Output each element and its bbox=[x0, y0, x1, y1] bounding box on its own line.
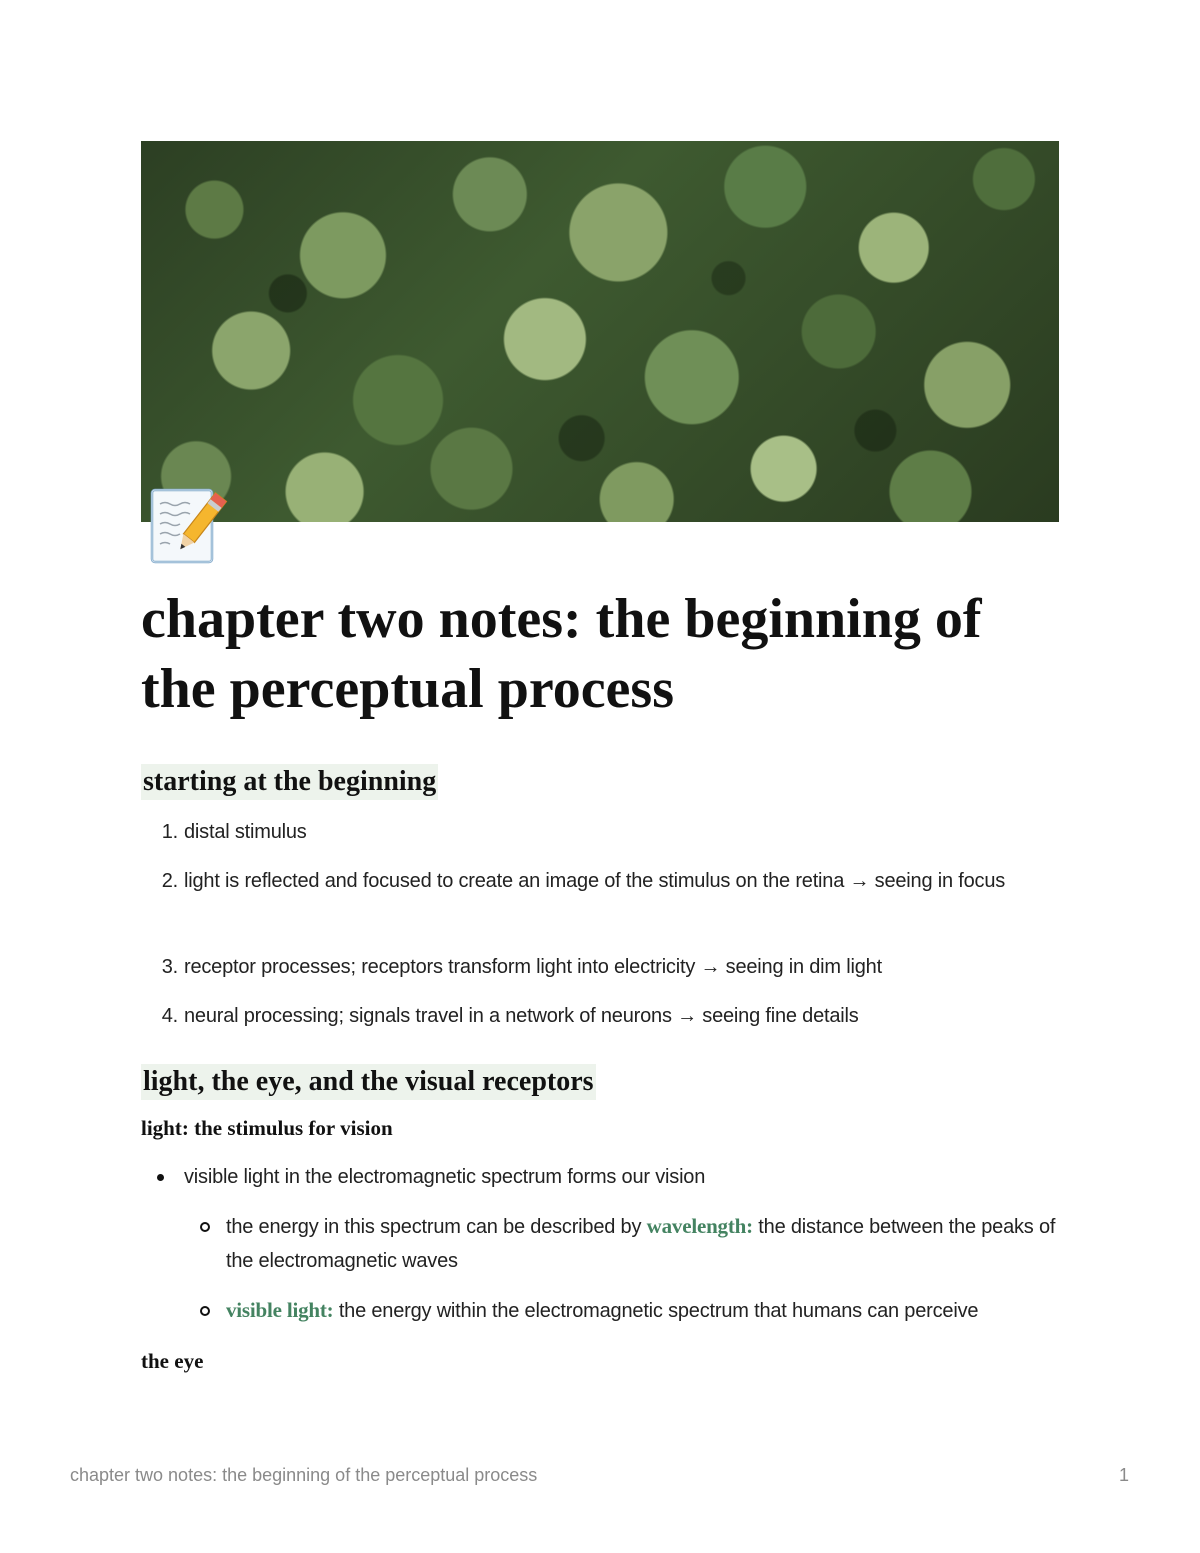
list-item-text: distal stimulus bbox=[184, 821, 307, 843]
hollow-bullet bbox=[200, 1222, 210, 1232]
list-item-text: receptor processes; receptors transform light into electricity → seeing in dim light bbox=[184, 956, 882, 978]
list-number: 2. bbox=[161, 870, 178, 892]
footer-title: chapter two notes: the beginning of the perceptual process bbox=[70, 1465, 538, 1485]
subheading-light-stimulus: light: the stimulus for vision bbox=[141, 1116, 393, 1140]
list-number: 1. bbox=[161, 821, 178, 843]
footer-page-number: 1 bbox=[1119, 1465, 1130, 1485]
memo-pencil-icon bbox=[148, 484, 232, 568]
section-heading-starting: starting at the beginning bbox=[141, 764, 438, 800]
term-wavelength: wavelength: bbox=[646, 1214, 753, 1238]
bullet-dot bbox=[157, 1174, 164, 1181]
list-item bbox=[161, 864, 1044, 898]
list-item bbox=[161, 950, 1044, 984]
sub-bullet-text: the energy within the electromagnetic spectrum that humans can perceive bbox=[333, 1300, 979, 1322]
page-title: chapter two notes: the beginning of the perceptual process bbox=[141, 588, 982, 720]
hollow-bullet bbox=[200, 1306, 210, 1316]
bullet-text: visible light in the electromagnetic spectrum forms our vision bbox=[184, 1166, 706, 1188]
list-number: 4. bbox=[161, 1005, 178, 1027]
sub-bullet-item bbox=[226, 1293, 1086, 1328]
sub-bullet-text: the distance between the peaks of the electromagnetic waves bbox=[226, 1216, 1056, 1272]
list-item bbox=[161, 815, 1044, 849]
section-heading-light-eye: light, the eye, and the visual receptors bbox=[141, 1064, 596, 1100]
term-visible-light: visible light: bbox=[226, 1298, 334, 1322]
subheading-the-eye: the eye bbox=[141, 1349, 204, 1373]
cover-image bbox=[141, 141, 1059, 522]
list-item-text: light is reflected and focused to create an image of the stimulus on the retina → seeing in focus bbox=[184, 870, 1006, 892]
bullet-item bbox=[184, 1160, 1044, 1194]
list-item bbox=[161, 999, 1044, 1033]
sub-bullet-item bbox=[226, 1209, 1056, 1278]
list-number: 3. bbox=[161, 956, 178, 978]
sub-bullet-prefix: the energy in this spectrum can be described by bbox=[226, 1216, 647, 1238]
list-item-text: neural processing; signals travel in a network of neurons → seeing fine details bbox=[184, 1005, 859, 1027]
